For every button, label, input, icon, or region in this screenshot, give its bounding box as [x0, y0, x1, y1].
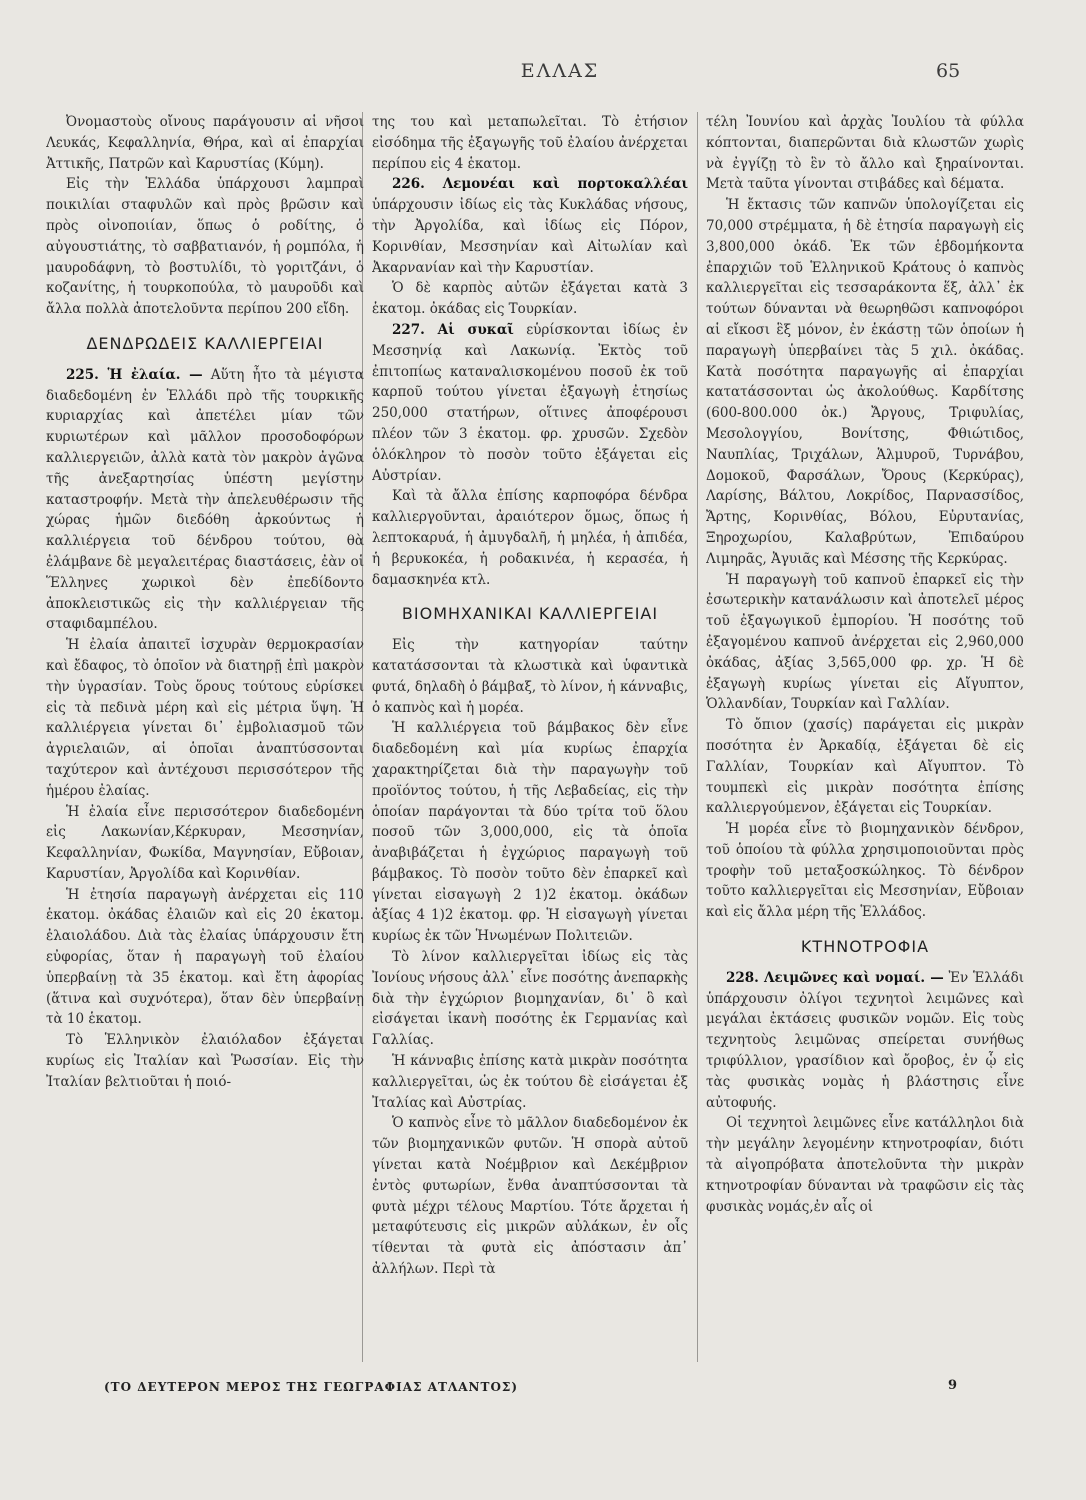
paragraph: Εἰς τὴν Ἑλλάδα ὑπάρχουσι λαμπραὶ ποικιλίαι σταφυλῶν καὶ πρὸς βρῶσιν καὶ πρὸς οἰνοποιίαν, ὅπως ὁ ροδίτης, ὁ αὐγουστιάτης, τὸ σαββατιανόν, ἡ ρομπόλα, ἡ μαυροδάφνη, τὸ βοστυλίδι, τὸ γοριτζάνι, ὁ κοζανίτης, ἡ τουρκοπούλα, τὸ μαυροῦδι καὶ ἄλλα πολλὰ ἀποτελοῦντα περίπου 200 εἴδη.: [46, 176, 364, 318]
item-heading: 226. Λεμονέαι καὶ πορτοκαλλέαι: [392, 176, 688, 193]
paragraph: τέλη Ἰουνίου καὶ ἀρχὰς Ἰουλίου τὰ φύλλα κόπτονται, διαπερῶνται διὰ κλωστῶν χωρὶς νὰ ἐγγίζῃ τὸ ἓν τὸ ἄλλο καὶ ξηραίνονται. Μετὰ ταῦτα γίνονται στιβάδες καὶ δέματα.: [706, 114, 1024, 193]
paragraph: Ἡ καλλιέργεια τοῦ βάμβακος δὲν εἶνε διαδεδομένη καὶ μία κυρίως ἐπαρχία χαρακτηρίζεται διὰ τὴν παραγωγὴν τοῦ προϊόντος τούτου, ἡ τῆς Λεβαδείας, εἰς τὴν ὁποίαν παράγονται τὰ δύο τρίτα τοῦ ὅλου ποσοῦ τῶν 3,000,000, εἰς τὰ ὁποῖα ἀναβιβάζεται ἡ ἐγχώριος παραγωγὴ τοῦ βάμβακος. Τὸ ποσὸν τοῦτο δὲν ἐπαρκεῖ καὶ γίνεται εἰσαγωγὴ 2 1)2 ἑκατομ. ὀκάδων ἀξίας 4 1)2 ἑκατομ. φρ. Ἡ εἰσαγωγὴ γίνεται κυρίως ἐκ τῶν Ἡνωμένων Πολιτειῶν.: [372, 720, 688, 945]
paragraph: Εἰς τὴν κατηγορίαν ταύτην κατατάσσονται τὰ κλωστικὰ καὶ ὑφαντικὰ φυτά, δηλαδὴ ὁ βάμβαξ, τὸ λίνον, ἡ κάνναβις, ὁ καπνὸς καὶ ἡ μορέα.: [372, 637, 688, 716]
paragraph: Τὸ λίνον καλλιεργεῖται ἰδίως εἰς τὰς Ἰονίους νήσους ἀλλ᾿ εἶνε ποσότης ἀνεπαρκὴς διὰ τὴν ἐγχώριον βιομηχανίαν, δι᾿ ὃ καὶ εἰσάγεται ἱκανὴ ποσότης ἐκ Γερμανίας καὶ Γαλλίας.: [372, 949, 688, 1049]
section-heading: ΚΤΗΝΟΤΡΟΦΙΑ: [800, 937, 930, 957]
paragraph-225: [46, 365, 364, 635]
paragraph: Ὁ καπνὸς εἶνε τὸ μᾶλλον διαδεδομένον ἐκ τῶν βιομηχανικῶν φυτῶν. Ἡ σπορὰ αὐτοῦ γίνεται κατὰ Νοέμβριον καὶ Δεκέμβριον ἐντὸς φυτωρίων, ἔνθα ἀναπτύσσονται τὰ φυτὰ μέχρι τέλους Μαρτίου. Τότε ἄρχεται ἡ μεταφύτευσις εἰς μικρῶν αὐλάκων, ἐν οἷς τίθενται τὰ φυτὰ εἰς ἀπόστασιν ἀπ᾿ ἀλλήλων. Περὶ τὰ: [372, 1115, 688, 1278]
text-column-2: [372, 112, 688, 1362]
paragraph: Ἡ μορέα εἶνε τὸ βιομηχανικὸν δένδρον, τοῦ ὁποίου τὰ φύλλα χρησιμοποιοῦνται πρὸς τροφὴν τοῦ μεταξοσκώληκος. Τὸ δένδρον τοῦτο καλλιεργεῖται εἰς Μεσσηνίαν, Εὔβοιαν καὶ εἰς ἄλλα μέρη τῆς Ἑλλάδος.: [706, 821, 1024, 921]
column-divider: [697, 112, 698, 1362]
paragraph-text: ὑπάρχουσιν ἰδίως εἰς τὰς Κυκλάδας νήσους, τὴν Ἀργολίδα, καὶ ἰδίως εἰς Πόρον, Κορινθίαν, Μεσσηνίαν καὶ Αἰτωλίαν καὶ Ἀκαρνανίαν καὶ τὴν Καρυστίαν.: [372, 197, 688, 276]
paragraph: Ἡ ἐτησία παραγωγὴ ἀνέρχεται εἰς 110 ἑκατομ. ὀκάδας ἐλαιῶν καὶ εἰς 20 ἑκατομ. ἐλαιολάδου. Διὰ τὰς ἐλαίας ὑπάρχουσιν ἔτη εὐφορίας, ὅταν ἡ παραγωγὴ τοῦ ἐλαίου ὑπερβαίνῃ τὰ 35 ἑκατομ. καὶ ἔτη ἀφορίας (ἅτινα καὶ συχνότερα), ὅταν δὲν ὑπερβαίνῃ τὰ 10 ἑκατομ.: [46, 886, 364, 1028]
text-column-1: [46, 112, 364, 1362]
paragraph: Τὸ ὄπιον (χασίς) παράγεται εἰς μικρὰν ποσότητα ἐν Ἀρκαδίᾳ, ἐξάγεται δὲ εἰς Γαλλίαν, Τουρκίαν καὶ Αἴγυπτον. Τὸ τουμπεκὶ εἰς μικρὰν ποσότητα ἐπίσης καλλιεργούμενον, ἐξάγεται εἰς Τουρκίαν.: [706, 717, 1024, 817]
text-column-3: [706, 112, 1024, 1362]
paragraph: της του καὶ μεταπωλεῖται. Τὸ ἐτήσιον εἰσόδημα τῆς ἐξαγωγῆς τοῦ ἐλαίου ἀνέρχεται περίπου εἰς 4 ἑκατομ.: [372, 114, 688, 172]
paragraph: Ἡ ἔκτασις τῶν καπνῶν ὑπολογίζεται εἰς 70,000 στρέμματα, ἡ δὲ ἐτησία παραγωγὴ εἰς 3,800,000 ὀκάδ. Ἐκ τῶν ἑβδομήκοντα ἐπαρχιῶν τοῦ Ἑλληνικοῦ Κράτους ὁ καπνὸς καλλιεργεῖται εἰς τεσσαράκοντα ἕξ, ἀλλ᾿ ἐκ τούτων δύνανται νὰ θεωρηθῶσι καπνοφόροι αἱ εἴκοσι ἓξ μόνον, ἐν ἑκάστῃ τῶν ὁποίων ἡ παραγωγὴ ὑπερβαίνει τὰς 5 χιλ. ὀκάδας. Κατὰ ποσότητα παραγωγῆς αἱ ἐπαρχίαι κατατάσσονται ὡς ἀκολούθως. Καρδίτσης (600-800.000 ὀκ.) Ἄργους, Τριφυλίας, Μεσολογγίου, Βονίτσης, Φθιώτιδος, Ναυπλίας, Τριχάλων, Ἁλμυροῦ, Τυρνάβου, Δομοκοῦ, Φαρσάλων, Ὄρους (Κερκύρας), Λαρίσης, Βάλτου, Λοκρίδος, Παρνασσίδος, Ἄρτης, Κορινθίας, Βόλου, Εὐρυτανίας, Ξηροχωρίου, Καλαβρύτων, Ἐπιδαύρου Λιμηρᾶς, Ἀγυιᾶς καὶ Μέσσης τῆς Κερκύρας.: [706, 197, 1024, 567]
section-heading: ΔΕΝΔΡΩΔΕΙΣ ΚΑΛΛΙΕΡΓΕΙΑΙ: [86, 333, 324, 353]
paragraph-227: [372, 320, 688, 486]
paragraph-text: εὑρίσκονται ἰδίως ἐν Μεσσηνίᾳ καὶ Λακωνίᾳ. Ἐκτὸς τοῦ ἐπιτοπίως καταναλισκομένου ποσοῦ ἐκ τοῦ καρποῦ τούτου γίνεται ἐξαγωγὴ ἐτησίως 250,000 στατήρων, οἵτινες ἀποφέρουσι πλέον τῶν 3 ἑκατομ. φρ. χρυσῶν. Σχεδὸν ὁλόκληρον τὸ ποσὸν τοῦτο ἐξάγεται εἰς Αὐστρίαν.: [372, 321, 688, 484]
section-heading: ΒΙΟΜΗΧΑΝΙΚΑΙ ΚΑΛΛΙΕΡΓΕΙΑΙ: [401, 604, 659, 624]
item-heading: 227. Αἱ συκαῖ: [392, 321, 514, 338]
running-title: ΕΛΛΑΣ: [520, 60, 600, 82]
item-heading: 225. Ἡ ἐλαία. —: [66, 366, 203, 383]
paragraph: Ἡ ἐλαία ἀπαιτεῖ ἰσχυρὰν θερμοκρασίαν καὶ ἔδαφος, τὸ ὁποῖον νὰ διατηρῇ ἐπὶ μακρὸν τὴν ὑγρασίαν. Τοὺς ὅρους τούτους εὑρίσκει εἰς τὰ πεδινὰ μέρη καὶ εἰς μέτρια ὕψη. Ἡ καλλιέργεια γίνεται δι᾿ ἐμβολιασμοῦ τῶν ἀγριελαιῶν, αἱ ὁποῖαι ἀναπτύσσονται ταχύτερον καὶ ἀντέχουσι περισσότερον τῆς ἡμέρου ἐλαίας.: [46, 637, 364, 799]
paragraph: Οἱ τεχνητοὶ λειμῶνες εἶνε κατάλληλοι διὰ τὴν μεγάλην λεγομένην κτηνοτροφίαν, διότι τὰ αἰγοπρόβατα ἀποτελοῦντα τὴν μικρὰν κτηνοτροφίαν δύνανται νὰ τραφῶσιν εἰς τὰς φυσικὰς νομάς,ἐν αἷς οἱ: [706, 1115, 1024, 1215]
footer-note: (ΤΟ ΔΕΥΤΕΡΟΝ ΜΕΡΟΣ ΤΗΣ ΓΕΩΓΡΑΦΙΑΣ ΑΤΛΑΝΤΟΣ): [104, 1380, 519, 1394]
paragraph: Τὸ Ἑλληνικὸν ἐλαιόλαδον ἐξάγεται κυρίως εἰς Ἰταλίαν καὶ Ῥωσσίαν. Εἰς τὴν Ἰταλίαν βελτιοῦται ἡ ποιό-: [46, 1032, 364, 1090]
paragraph: Ὁ δὲ καρπὸς αὐτῶν ἐξάγεται κατὰ 3 ἑκατομ. ὀκάδας εἰς Τουρκίαν.: [372, 280, 688, 318]
paragraph: Ὀνομαστοὺς οἴνους παράγουσιν αἱ νῆσοι Λευκάς, Κεφαλληνία, Θήρα, καὶ αἱ ἐπαρχίαι Ἀττικῆς, Πατρῶν καὶ Καρυστίας (Κύμη).: [46, 114, 364, 172]
running-head: [0, 60, 1086, 90]
paragraph-228: [706, 968, 1024, 1114]
paragraph-text: Αὕτη ἦτο τὰ μέγιστα διαδεδομένη ἐν Ἑλλάδι πρὸ τῆς τουρκικῆς κυριαρχίας καὶ ἀπετέλει μίαν τῶν κυριωτέρων καὶ μᾶλλον προσοδοφόρων καλλιεργειῶν, ἀλλὰ κατὰ τὸν μακρὸν ἀγῶνα τῆς ἀνεξαρτησίας ὑπέστη μεγίστην καταστροφήν. Μετὰ τὴν ἀπελευθέρωσιν τῆς χώρας ἡμῶν διεδόθη ἀρκούντως ἡ καλλιέργεια τοῦ δένδρου τούτου, θὰ ἐλάμβανε δὲ μεγαλειτέρας διαστάσεις, ἐὰν οἱ Ἕλληνες χωρικοὶ δὲν ἐπεδίδοντο ἀποκλειστικῶς εἰς τὴν καλλιέργειαν τῆς σταφιδαμπέλου.: [46, 366, 364, 633]
signature-mark: 9: [948, 1378, 958, 1393]
item-heading: 228. Λειμῶνες καὶ νομαί. —: [726, 969, 944, 986]
paragraph-text: Ἐν Ἑλλάδι ὑπάρχουσιν ὀλίγοι τεχνητοὶ λειμῶνες καὶ μεγάλαι ἐκτάσεις φυσικῶν νομῶν. Εἰς τοὺς τεχνητοὺς λειμῶνας σπείρεται συνήθως τριφύλλιον, γρασίδιον καὶ ὄροβος, ἐν ᾧ εἰς τὰς φυσικὰς νομὰς ἡ βλάστησις εἶνε αὐτοφυής.: [706, 969, 1024, 1111]
paragraph: Ἡ ἐλαία εἶνε περισσότερον διαδεδομένη εἰς Λακωνίαν,Κέρκυραν, Μεσσηνίαν, Κεφαλληνίαν, Φωκίδα, Μαγνησίαν, Εὔβοιαν, Καρυστίαν, Ἀργολίδα καὶ Κορινθίαν.: [46, 803, 364, 882]
paragraph: Ἡ κάνναβις ἐπίσης κατὰ μικρὰν ποσότητα καλλιεργεῖται, ὡς ἐκ τούτου δὲ εἰσάγεται ἐξ Ἰταλίας καὶ Αὐστρίας.: [372, 1053, 688, 1111]
page-number: 65: [936, 60, 961, 82]
paragraph: Καὶ τὰ ἄλλα ἐπίσης καρποφόρα δένδρα καλλιεργοῦνται, ἀραιότερον ὅμως, ὅπως ἡ λεπτοκαρυά, ἡ ἀμυγδαλῆ, ἡ μηλέα, ἡ ἀπιδέα, ἡ βερυκοκέα, ἡ ροδακινέα, ἡ κερασέα, ἡ δαμασκηνέα κτλ.: [372, 488, 688, 588]
paragraph: Ἡ παραγωγὴ τοῦ καπνοῦ ἐπαρκεῖ εἰς τὴν ἐσωτερικὴν κατανάλωσιν καὶ ἀποτελεῖ μέρος τοῦ ἐξαγωγικοῦ ἐμπορίου. Ἡ ποσότης τοῦ ἐξαγομένου καπνοῦ ἀνέρχεται εἰς 2,960,000 ὀκάδας, ἀξίας 3,565,000 φρ. χρ. Ἡ δὲ ἐξαγωγὴ κυρίως γίνεται εἰς Αἴγυπτον, Ὁλλανδίαν, Τουρκίαν καὶ Γαλλίαν.: [706, 571, 1024, 713]
paragraph-226: [372, 174, 688, 278]
